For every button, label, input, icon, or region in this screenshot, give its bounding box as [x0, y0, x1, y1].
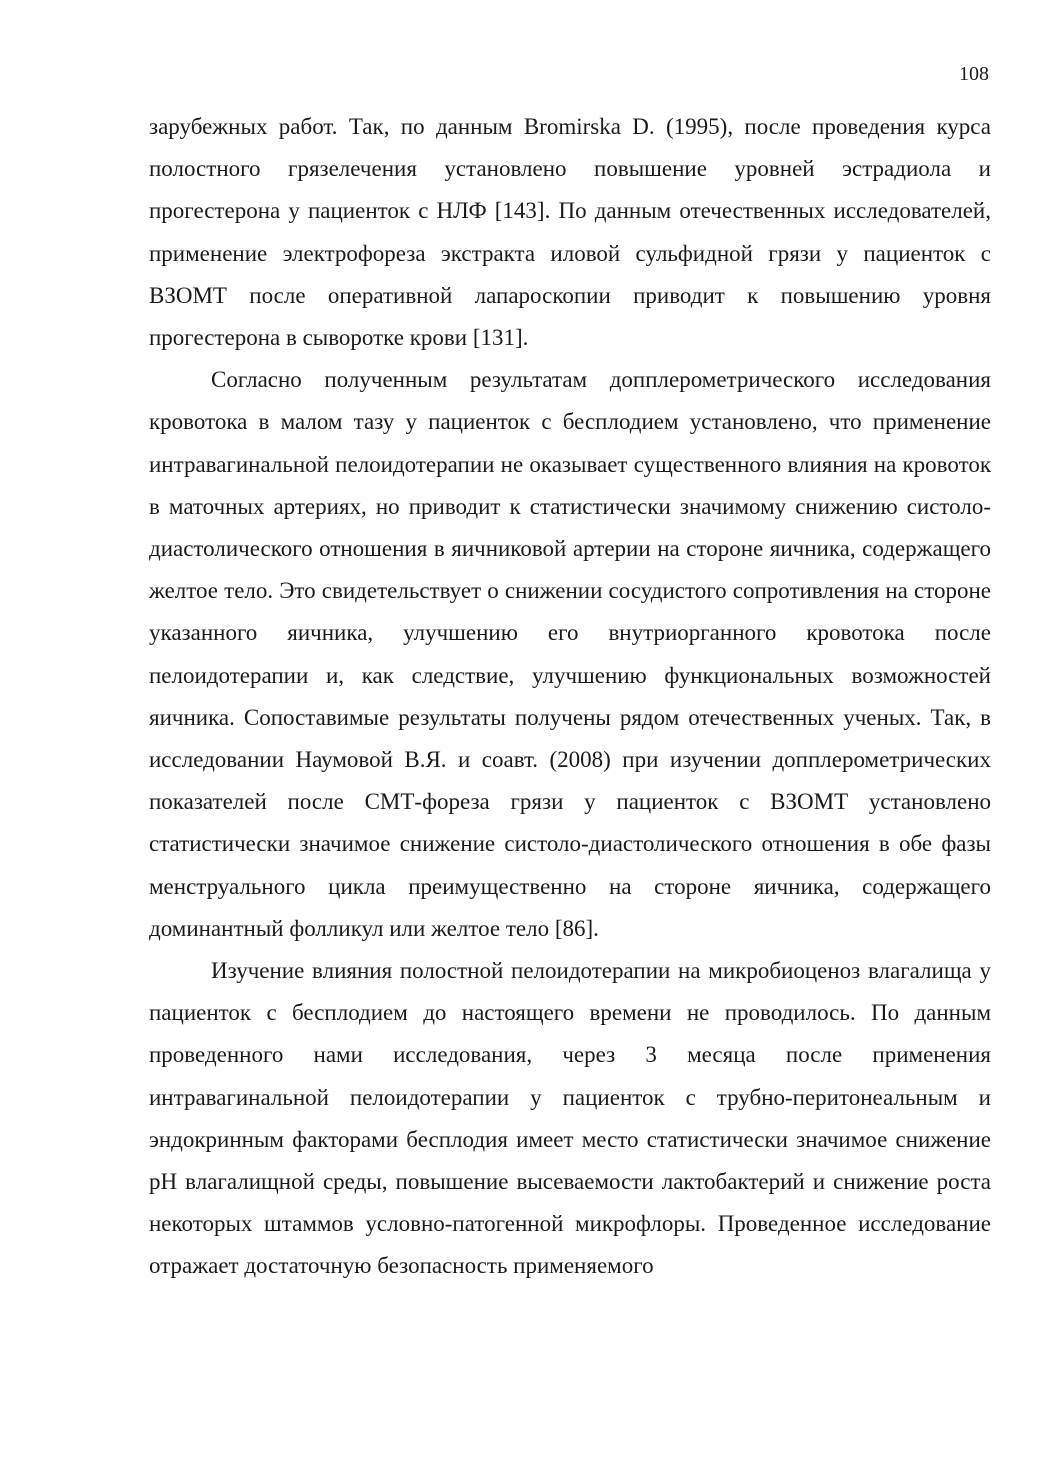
body-text	[149, 106, 991, 1288]
paragraph-doppler-results: Согласно полученным результатам допплерометрического исследования кровотока в малом тазу у пациенток с бесплодием установлено, что применение интравагинальной пелоидотерапии не оказывает существенного влияния на кровоток в маточных артериях, но приводит к статистически значимому снижению систоло-диастолического отношения в яичниковой артерии на стороне яичника, содержащего желтое тело. Это свидетельствует о снижении сосудистого сопротивления на стороне указанного яичника, улучшению его внутриорганного кровотока после пелоидотерапии и, как следствие, улучшению функциональных возможностей яичника. Сопоставимые результаты получены рядом отечественных ученых. Так, в исследовании Наумовой В.Я. и соавт. (2008) при изучении допплерометрических показателей после СМТ-фореза грязи у пациенток с ВЗОМТ установлено статистически значимое снижение систоло-диастолического отношения в обе фазы менструального цикла преимущественно на стороне яичника, содержащего доминантный фолликул или желтое тело [86].	[149, 367, 991, 941]
paragraph-microbiocenosis: Изучение влияния полостной пелоидотерапии на микробиоценоз влагалища у пациенток с бесплодием до настоящего времени не проводилось. По данным проведенного нами исследования, через 3 месяца после применения интравагинальной пелоидотерапии у пациенток с трубно-перитонеальным и эндокринным факторами бесплодия имеет место статистически значимое снижение рН влагалищной среды, повышение высеваемости лактобактерий и снижение роста некоторых штаммов условно-патогенной микрофлоры. Проведенное исследование отражает достаточную безопасность применяемого	[149, 958, 991, 1279]
page-number: 108	[959, 63, 989, 85]
paragraph-continuation: зарубежных работ. Так, по данным Bromirska D. (1995), после проведения курса полостного грязелечения установлено повышение уровней эстрадиола и прогестерона у пациенток с НЛФ [143]. По данным отечественных исследователей, применение электрофореза экстракта иловой сульфидной грязи у пациенток с ВЗОМТ после оперативной лапароскопии приводит к повышению уровня прогестерона в сыворотке крови [131].	[149, 114, 991, 351]
